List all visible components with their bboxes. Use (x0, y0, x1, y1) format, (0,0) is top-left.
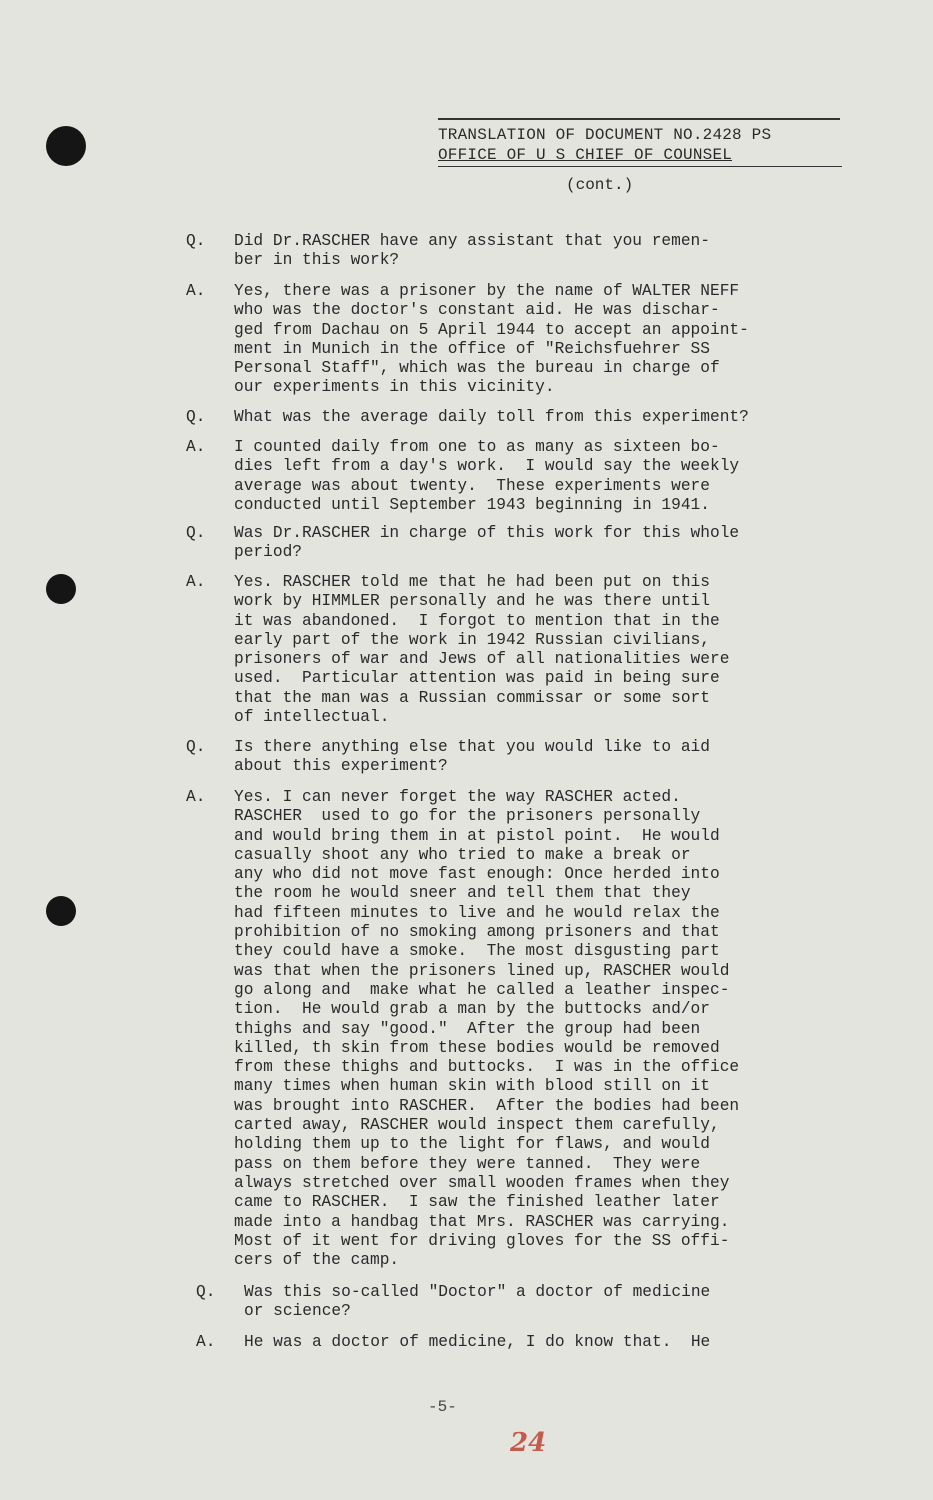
header-rule (438, 118, 840, 120)
qa-label: Q. (186, 524, 206, 542)
qa-text: Yes, there was a prisoner by the name of WALTER NEFF who was the doctor's constant aid. He was dischar- ged from Dachau on 5 April 1944 to accept an appoint- ment in Munich in the office of "Reichsfuehrer SS Personal Staff", which was the bureau in charge of our experiments in this vicinity. (234, 282, 749, 397)
qa-entry (186, 438, 893, 515)
qa-label: A. (186, 282, 206, 300)
punch-hole (46, 896, 76, 926)
qa-entry (186, 524, 893, 563)
qa-text: I counted daily from one to as many as sixteen bo- dies left from a day's work. I would say the weekly average was about twenty. These experiments were conducted until September 1943 beginning in 1941. (234, 438, 740, 514)
qa-label: A. (186, 573, 206, 591)
qa-entry (186, 232, 893, 271)
continuation-note: (cont.) (566, 176, 634, 194)
header-title: TRANSLATION OF DOCUMENT NO.2428 PS (438, 126, 772, 144)
qa-text: What was the average daily toll from this experiment? (234, 408, 749, 426)
qa-text: Was this so-called "Doctor" a doctor of medicine or science? (244, 1283, 711, 1321)
qa-text: Did Dr.RASCHER have any assistant that you remen- ber in this work? (234, 232, 710, 270)
qa-entry (196, 1333, 893, 1352)
page-number: -5- (428, 1398, 457, 1416)
header-rule (438, 166, 842, 167)
handwritten-page-number: 24 (510, 1428, 547, 1458)
punch-hole (46, 574, 76, 604)
header-office: OFFICE OF U S CHIEF OF COUNSEL (438, 146, 733, 164)
qa-label: A. (196, 1333, 216, 1351)
qa-entry (186, 408, 893, 427)
qa-text: Yes. RASCHER told me that he had been put on this work by HIMMLER personally and he was there until it was abandoned. I forgot to mention that in the early part of the work in 1942 Russian civilians, prisoners of war and Jews of all nationalities were used. Particular attention was paid in being sure that the man was a Russian commissar or some sort of intellectual. (234, 573, 730, 727)
qa-label: A. (186, 438, 206, 456)
qa-label: Q. (186, 738, 206, 756)
document-header (438, 125, 858, 165)
punch-hole (46, 126, 86, 166)
qa-text: Yes. I can never forget the way RASCHER acted. RASCHER used to go for the prisoners personally and would bring them in at pistol point. He would casually shoot any who tried to make a break or any who did not move fast enough: Once herded into the room he would sneer and tell them that they had fifteen minutes to live and he would relax the prohibition of no smoking among prisoners and that they could have a smoke. The most disgusting part was that when the prisoners lined up, RASCHER would go along and make what he called a leather inspec- tion. He would grab a man by the buttocks and/or thighs and say "good." After the group had been killed, th skin from these bodies would be removed from these thighs and buttocks. I was in the office many times when human skin with blood still on it was brought into RASCHER. After the bodies had been carted away, RASCHER would inspect them carefully, holding them up to the light for flaws, and would pass on them before they were tanned. They were always stretched over small wooden frames when they came to RASCHER. I saw the finished leather later made into a handbag that Mrs. RASCHER was carrying. Most of it went for driving gloves for the SS offi- cers of the camp. (234, 788, 740, 1270)
qa-label: Q. (186, 408, 206, 426)
qa-entry (186, 788, 893, 1270)
qa-text: Was Dr.RASCHER in charge of this work for this whole period? (234, 524, 740, 562)
qa-text: Is there anything else that you would like to aid about this experiment? (234, 738, 710, 776)
qa-entry (186, 573, 893, 727)
qa-label: Q. (186, 232, 206, 250)
qa-entry (186, 738, 893, 777)
qa-label: Q. (196, 1283, 216, 1301)
qa-label: A. (186, 788, 206, 806)
qa-entry (186, 282, 893, 398)
qa-text: He was a doctor of medicine, I do know that. He (244, 1333, 711, 1351)
qa-entry (196, 1283, 893, 1322)
